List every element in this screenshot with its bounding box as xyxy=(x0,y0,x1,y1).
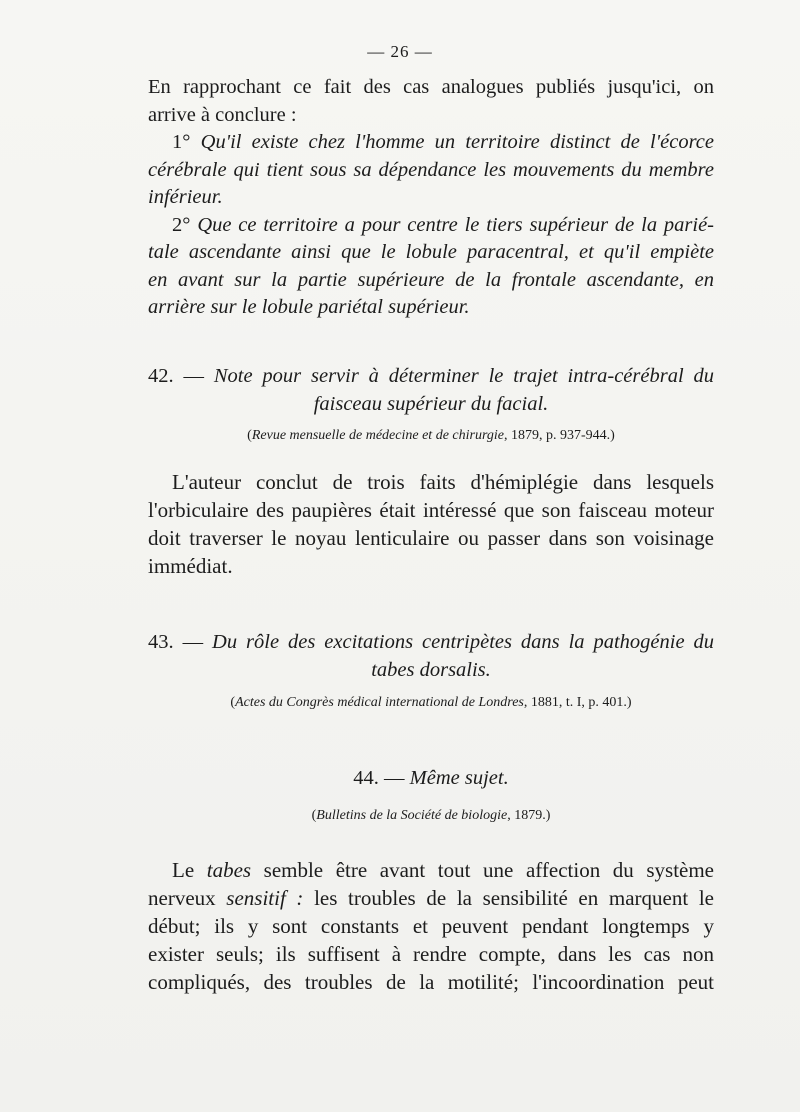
section-43-citation: (Actes du Congrès médical international de Londres, 1881, t. I, p. 401.) xyxy=(230,695,632,710)
section-44-heading: 44. — Même sujet. xyxy=(353,767,509,789)
conclusions-paragraph xyxy=(148,74,714,322)
section-43-heading: 43. — Du rôle des excitations centripètes dans la pathogénie du tabes dorsalis. xyxy=(148,631,715,681)
section-42-citation: (Revue mensuelle de médecine et de chirurgie, 1879, p. 937-944.) xyxy=(247,428,615,443)
section-44-body-line-3: début; ils y sont constants et peuvent pendant longtemps y xyxy=(148,914,714,938)
section-43-title-2: tabes dorsalis. xyxy=(371,659,491,681)
section-42-number: 42. xyxy=(148,365,174,387)
section-44-body-line-4: exister seuls; ils suffisent à rendre compte, dans les cas non xyxy=(148,942,714,966)
section-42-heading: 42. — Note pour servir à déterminer le trajet intra-cérébral du faisceau supérieur du facial. xyxy=(148,365,715,415)
conclusion-1-text-1: Qu'il existe chez l'homme un territoire distinct de l'écorce xyxy=(200,131,715,153)
section-44-number: 44. xyxy=(353,767,379,789)
conclusion-1-number: 1° xyxy=(172,131,191,153)
section-44-body-line-2: nerveux sensitif : les troubles de la sensibilité en marquent le xyxy=(148,886,714,910)
section-42-body-line-1: L'auteur conclut de trois faits d'hémiplégie dans lesquels xyxy=(172,470,714,494)
intro-line-2: arrive à conclure : xyxy=(148,103,297,126)
section-44-title: Même sujet. xyxy=(409,767,509,789)
section-44-body-line-1: Le tabes semble être avant tout une affection du système xyxy=(172,858,714,882)
section-42-body-line-4: immédiat. xyxy=(148,554,233,578)
section-42-body-line-2: l'orbiculaire des paupières était intéressé que son faisceau moteur xyxy=(148,498,714,522)
section-44-body xyxy=(148,856,714,996)
section-44-citation: (Bulletins de la Société de biologie, 1879.) xyxy=(311,808,551,823)
conclusion-2-number: 2° xyxy=(172,213,191,236)
section-42-body xyxy=(148,468,714,580)
conclusion-2-text-1: Que ce territoire a pour centre le tiers supérieur de la parié- xyxy=(197,213,715,236)
section-42-title-2: faisceau supérieur du facial. xyxy=(313,393,549,415)
page-number: — 26 — xyxy=(367,42,433,61)
section-43-number: 43. xyxy=(148,631,174,653)
section-44-body-line-5: compliqués, des troubles de la motilité; l'incoordination peut xyxy=(148,970,714,994)
conclusion-1-line-3: inférieur. xyxy=(148,186,223,208)
conclusion-1-line-1 xyxy=(148,129,714,157)
intro-line-1: En rapprochant ce fait des cas analogues publiés jusqu'ici, on xyxy=(148,76,714,98)
conclusion-2-line-4: arrière sur le lobule pariétal supérieur. xyxy=(148,296,470,318)
conclusion-1-line-2: cérébrale qui tient sous sa dépendance les mouvements du membre xyxy=(148,158,714,181)
section-43-title-1: Du rôle des excitations centripètes dans la pathogénie du xyxy=(212,631,715,653)
conclusion-2-line-3: en avant sur la partie supérieure de la frontale ascendante, en xyxy=(148,268,714,291)
conclusion-2-line-2: tale ascendante ainsi que le lobule paracentral, et qu'il empiète xyxy=(148,241,714,263)
section-42-body-line-3: doit traverser le noyau lenticulaire ou passer dans son voisinage xyxy=(148,526,714,550)
conclusion-2-line-1 xyxy=(148,212,714,240)
section-42-title-1: Note pour servir à déterminer le trajet intra-cérébral du xyxy=(213,365,715,387)
